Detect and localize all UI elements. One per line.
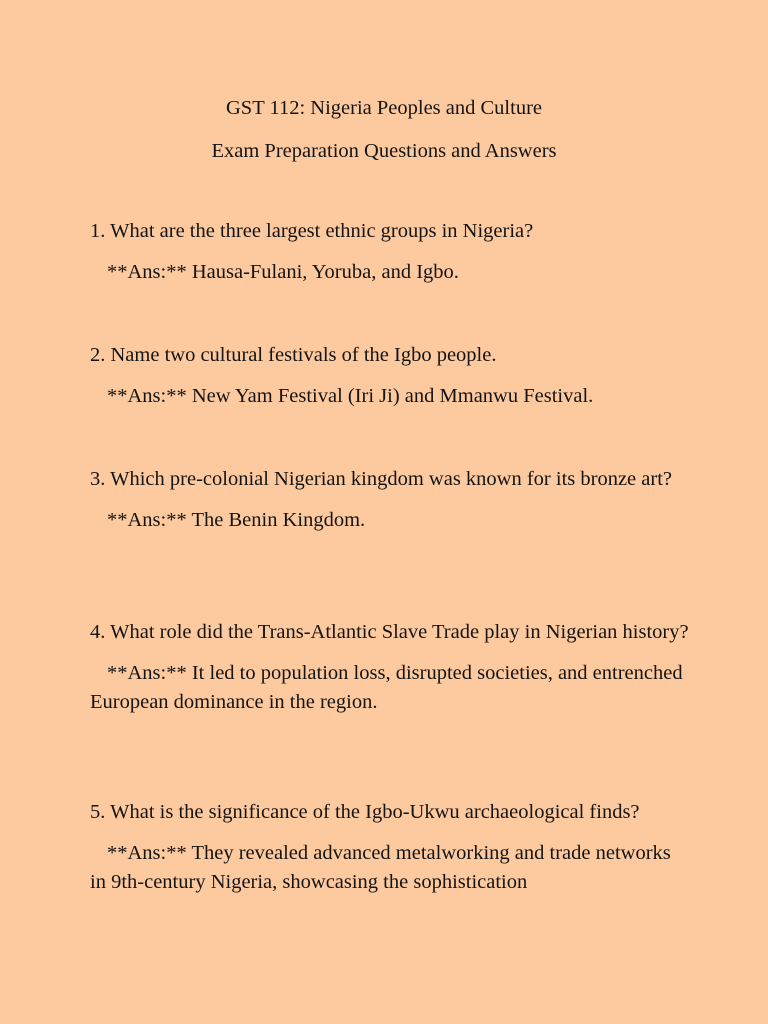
- qa-item-5: [90, 798, 690, 897]
- qa-item-1: [90, 217, 690, 287]
- question-1: 1. What are the three largest ethnic groups in Nigeria?: [90, 220, 534, 242]
- answer-2: **Ans:** New Yam Festival (Iri Ji) and Mmanwu Festival.: [107, 385, 594, 407]
- question-2: 2. Name two cultural festivals of the Igbo people.: [90, 344, 497, 366]
- qa-item-3: [90, 465, 690, 535]
- question-4: 4. What role did the Trans-Atlantic Slave Trade play in Nigerian history?: [90, 621, 689, 643]
- answer-3: **Ans:** The Benin Kingdom.: [107, 509, 366, 531]
- answer-1: **Ans:** Hausa-Fulani, Yoruba, and Igbo.: [107, 261, 459, 283]
- answer-5: **Ans:** They revealed advanced metalworking and trade networks in 9th-century Nigeria, showcasing the sophistication: [90, 842, 671, 893]
- question-3: 3. Which pre-colonial Nigerian kingdom was known for its bronze art?: [90, 468, 672, 490]
- question-5: 5. What is the significance of the Igbo-Ukwu archaeological finds?: [90, 801, 640, 823]
- qa-item-4: [90, 618, 690, 717]
- document-title: GST 112: Nigeria Peoples and Culture: [226, 97, 542, 119]
- qa-item-2: [90, 341, 690, 411]
- document-subtitle: Exam Preparation Questions and Answers: [211, 140, 557, 162]
- answer-4: **Ans:** It led to population loss, disrupted societies, and entrenched European dominance in the region.: [90, 662, 683, 713]
